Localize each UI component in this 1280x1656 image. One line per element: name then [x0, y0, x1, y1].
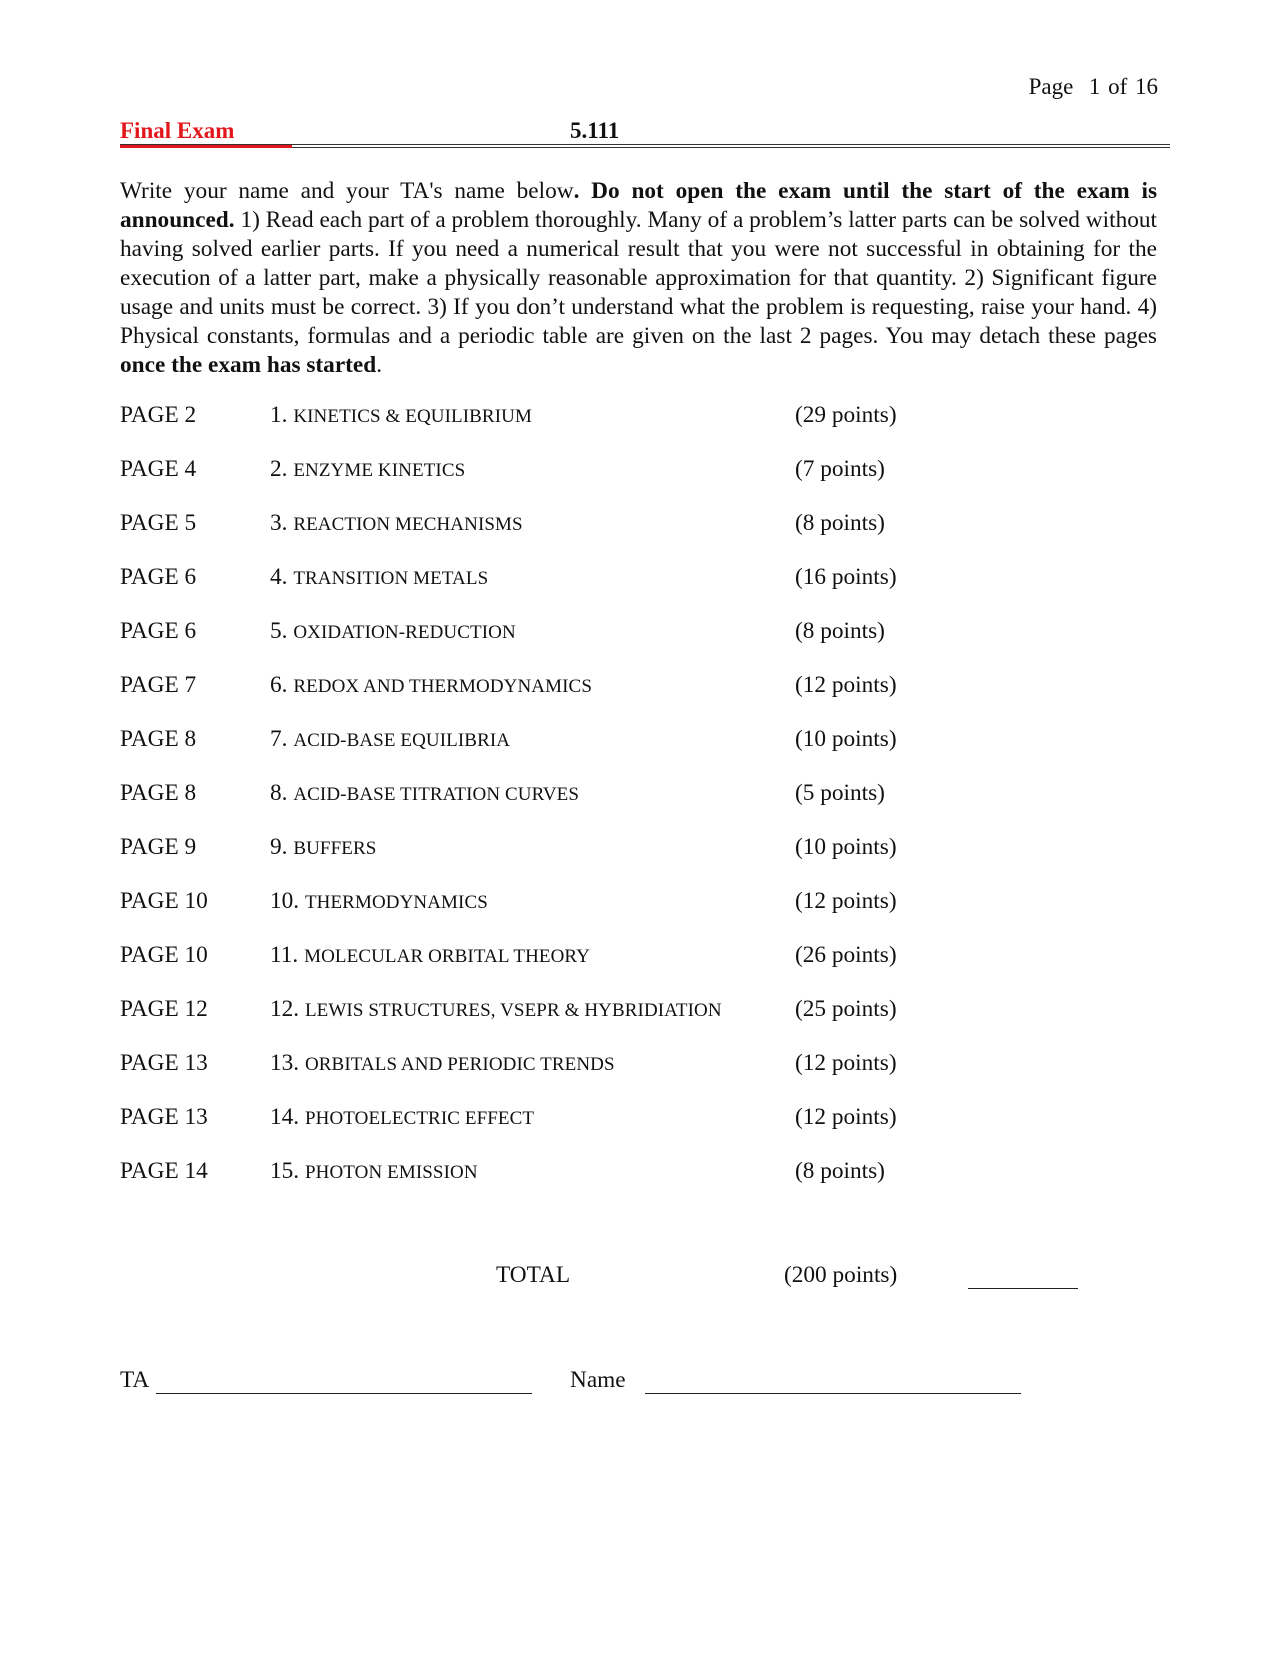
- problem-title: KINETICS & EQUILIBRIUM: [293, 406, 532, 427]
- problem-points: (12 points): [795, 672, 897, 698]
- instructions-warning: . Do not open the exam until the start of the exam is announced.: [120, 178, 1158, 233]
- problem-heading: [270, 564, 488, 591]
- problem-points: (12 points): [795, 1050, 897, 1076]
- problem-title: PHOTON EMISSION: [304, 1162, 478, 1183]
- problem-page: PAGE 10: [120, 888, 208, 914]
- ta-label: TA: [120, 1367, 150, 1393]
- problem-title: ORBITALS AND PERIODIC TRENDS: [304, 1054, 615, 1075]
- page-total: 16: [1135, 74, 1158, 99]
- problem-number: 3.: [270, 510, 288, 536]
- name-blank-line[interactable]: [645, 1393, 1021, 1394]
- problem-title: ENZYME KINETICS: [293, 460, 466, 481]
- problem-row: [120, 672, 1020, 726]
- problem-points: (8 points): [795, 510, 885, 536]
- problem-heading: [270, 402, 532, 429]
- problem-heading: [270, 1104, 534, 1131]
- problem-points: (12 points): [795, 1104, 897, 1130]
- ta-blank-line[interactable]: [156, 1393, 532, 1394]
- problem-points: (25 points): [795, 996, 897, 1022]
- problem-row: [120, 402, 1020, 456]
- problem-number: 5.: [270, 618, 288, 644]
- problem-row: [120, 510, 1020, 564]
- problem-page: PAGE 10: [120, 942, 208, 968]
- problem-number: 13.: [270, 1050, 300, 1076]
- problem-title: REDOX AND THERMODYNAMICS: [293, 676, 592, 697]
- problem-heading: [270, 1158, 478, 1185]
- problem-row: [120, 888, 1020, 942]
- exam-title-underline: [120, 145, 292, 148]
- total-points: (200 points): [784, 1262, 898, 1288]
- problem-points: (5 points): [795, 780, 885, 806]
- problem-title: ACID-BASE EQUILIBRIA: [293, 730, 511, 751]
- page-current: 1: [1088, 74, 1101, 99]
- problem-page: PAGE 8: [120, 726, 197, 752]
- problem-page: PAGE 14: [120, 1158, 208, 1184]
- problem-heading: [270, 510, 523, 537]
- problem-number: 7.: [270, 726, 288, 752]
- problem-heading: [270, 996, 722, 1023]
- problem-points: (8 points): [795, 1158, 885, 1184]
- instructions-end-bold: once the exam has started: [120, 352, 377, 378]
- problem-page: PAGE 9: [120, 834, 197, 860]
- problem-list: [120, 402, 1020, 1212]
- problem-row: [120, 1104, 1020, 1158]
- instructions-end-period: .: [376, 352, 383, 378]
- problem-page: PAGE 12: [120, 996, 208, 1022]
- problem-page: PAGE 7: [120, 672, 197, 698]
- instructions-paragraph: [120, 177, 1157, 380]
- problem-heading: [270, 942, 590, 969]
- problem-heading: [270, 1050, 615, 1077]
- problem-title: PHOTOELECTRIC EFFECT: [304, 1108, 535, 1129]
- problem-title: BUFFERS: [293, 838, 377, 859]
- problem-heading: [270, 456, 465, 483]
- signature-row: [120, 1367, 1120, 1401]
- problem-points: (26 points): [795, 942, 897, 968]
- problem-heading: [270, 618, 516, 645]
- exam-title: Final Exam: [120, 118, 235, 143]
- total-row: [120, 1262, 1120, 1294]
- problem-points: (16 points): [795, 564, 897, 590]
- problem-page: PAGE 6: [120, 564, 197, 590]
- instructions-body: 1) Read each part of a problem thoroughly. Many of a problem’s latter parts can be solved without having solved earlier parts. If you need a numerical result that you were not successful in obtaining for the execution of a latter part, make a physically reasonable approximation for that quantity. 2) Significant figure usage and units must be correct. 3) If you don’t understand what the problem is requesting, raise your hand. 4) Physical constants, formulas and a periodic table are given on the last 2 pages. You may detach these pages: [120, 207, 1157, 349]
- problem-title: THERMODYNAMICS: [304, 892, 488, 913]
- problem-row: [120, 456, 1020, 510]
- problem-number: 11.: [270, 942, 299, 968]
- problem-heading: [270, 888, 488, 915]
- problem-page: PAGE 6: [120, 618, 197, 644]
- problem-points: (29 points): [795, 402, 897, 428]
- problem-page: PAGE 5: [120, 510, 197, 536]
- problem-page: PAGE 8: [120, 780, 197, 806]
- problem-row: [120, 780, 1020, 834]
- problem-row: [120, 834, 1020, 888]
- exam-header: [120, 118, 1170, 148]
- problem-heading: [270, 672, 592, 699]
- problem-points: (7 points): [795, 456, 885, 482]
- problem-page: PAGE 13: [120, 1050, 208, 1076]
- problem-page: PAGE 13: [120, 1104, 208, 1130]
- problem-row: [120, 1050, 1020, 1104]
- problem-number: 1.: [270, 402, 288, 428]
- problem-title: LEWIS STRUCTURES, VSEPR & HYBRIDIATION: [304, 1000, 722, 1021]
- total-score-blank[interactable]: [968, 1288, 1078, 1289]
- page-of: of: [1108, 74, 1128, 99]
- problem-row: [120, 996, 1020, 1050]
- problem-number: 8.: [270, 780, 288, 806]
- problem-row: [120, 564, 1020, 618]
- problem-row: [120, 942, 1020, 996]
- problem-row: [120, 726, 1020, 780]
- problem-number: 15.: [270, 1158, 300, 1184]
- problem-points: (12 points): [795, 888, 897, 914]
- instructions-intro: Write your name and your TA's name below: [120, 178, 574, 204]
- page-number: [1029, 74, 1158, 100]
- problem-number: 10.: [270, 888, 300, 914]
- problem-page: PAGE 4: [120, 456, 197, 482]
- problem-number: 12.: [270, 996, 300, 1022]
- total-label: TOTAL: [496, 1262, 571, 1288]
- problem-number: 9.: [270, 834, 288, 860]
- problem-title: MOLECULAR ORBITAL THEORY: [304, 946, 590, 967]
- problem-number: 6.: [270, 672, 288, 698]
- problem-heading: [270, 780, 579, 807]
- problem-page: PAGE 2: [120, 402, 197, 428]
- problem-number: 4.: [270, 564, 288, 590]
- problem-heading: [270, 834, 376, 861]
- name-label: Name: [570, 1367, 626, 1393]
- problem-points: (10 points): [795, 834, 897, 860]
- problem-title: ACID-BASE TITRATION CURVES: [293, 784, 580, 805]
- problem-heading: [270, 726, 510, 753]
- problem-row: [120, 1158, 1020, 1212]
- problem-points: (8 points): [795, 618, 885, 644]
- problem-number: 14.: [270, 1104, 300, 1130]
- problem-row: [120, 618, 1020, 672]
- problem-title: REACTION MECHANISMS: [293, 514, 523, 535]
- problem-title: OXIDATION-REDUCTION: [293, 622, 516, 643]
- course-number: 5.111: [570, 118, 620, 143]
- problem-title: TRANSITION METALS: [293, 568, 489, 589]
- page-label: Page: [1028, 74, 1074, 99]
- problem-points: (10 points): [795, 726, 897, 752]
- problem-number: 2.: [270, 456, 288, 482]
